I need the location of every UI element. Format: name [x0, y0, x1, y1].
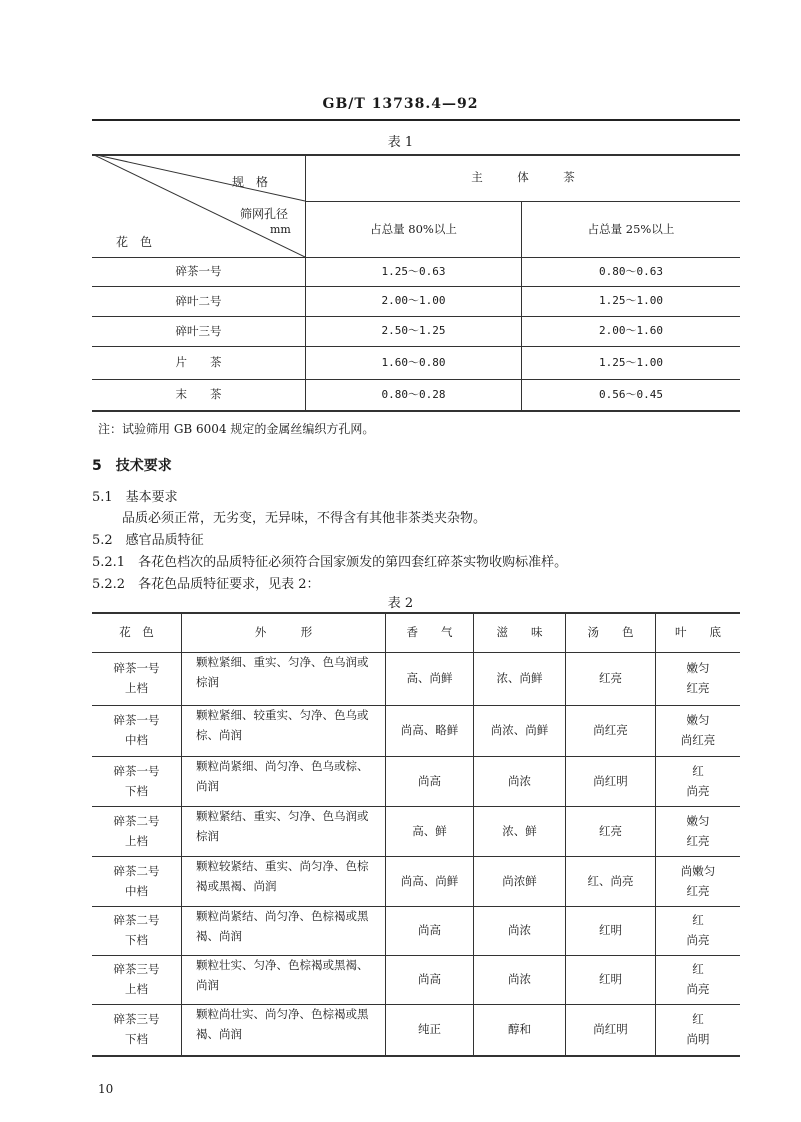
t2-row-leaf	[656, 706, 740, 756]
t2-row-taste: 尚浓	[508, 972, 531, 987]
variety-name: 碎茶一号	[113, 763, 160, 778]
leaf-line2: 尚亮	[686, 783, 710, 798]
variety-grade: 下档	[125, 1032, 148, 1046]
t2-row-variety	[92, 653, 181, 705]
leaf-line2: 红亮	[686, 833, 710, 848]
t2-row-leaf	[656, 857, 740, 906]
variety-name: 碎茶一号	[113, 661, 160, 676]
leaf-line1: 嫩匀	[686, 661, 710, 676]
t2-row-leaf	[656, 757, 740, 806]
leaf-line2: 尚亮	[686, 982, 710, 996]
variety-grade: 下档	[125, 933, 148, 947]
shape-line2: 棕润	[196, 828, 219, 843]
t2-header-aroma: 香 气	[406, 624, 453, 639]
section-5-2-2: 5.2.2 各花色品质特征要求，见表 2：	[92, 577, 320, 592]
variety-name: 碎茶二号	[113, 913, 160, 928]
corner-mesh-label: 筛网孔径	[240, 207, 289, 221]
variety-grade: 上档	[125, 982, 148, 996]
variety-grade: 中档	[125, 733, 148, 747]
header-rule	[92, 119, 740, 121]
t2-row-aroma: 尚高	[418, 923, 441, 938]
t2-row-liquor: 红明	[599, 923, 622, 938]
t1-row-name: 片 茶	[175, 355, 222, 370]
leaf-line1: 嫩匀	[686, 713, 710, 728]
shape-line2: 尚润	[196, 778, 219, 793]
t2-row-variety	[92, 807, 181, 856]
section-5-1-heading: 5.1 基本要求	[92, 490, 178, 505]
section-5-title: 5 技术要求	[92, 458, 172, 474]
t2-row-variety	[92, 956, 181, 1004]
shape-line1: 颗粒紧细、较重实、匀净、色乌或	[196, 708, 369, 722]
standard-number-header: GB/T 13738.4—92	[322, 96, 479, 112]
t2-row-taste: 尚浓	[508, 773, 531, 788]
t2-row-liquor: 红亮	[599, 671, 622, 686]
leaf-line2: 尚红亮	[680, 733, 716, 747]
t2-row-variety	[92, 706, 181, 756]
t2-row-taste: 尚浓鲜	[502, 873, 537, 888]
t2-row-aroma: 高、尚鲜	[406, 671, 453, 686]
variety-name: 碎茶三号	[113, 1012, 160, 1027]
t1-row-val80: 0.80～0.28	[381, 387, 446, 401]
table1-caption: 表 1	[387, 135, 414, 150]
t2-row-liquor: 红亮	[599, 823, 622, 838]
section-5-1-body: 品质必须正常，无劣变，无异味，不得含有其他非茶类夹杂物。	[122, 511, 487, 526]
t2-row-aroma: 尚高、尚鲜	[400, 873, 459, 888]
shape-line1: 颗粒尚紧结、尚匀净、色棕褐或黑	[196, 909, 369, 923]
t2-row-leaf	[656, 907, 740, 955]
main-tea-header: 主 体 茶	[471, 170, 575, 185]
variety-name: 碎茶三号	[113, 962, 160, 977]
table1-bottom-rule	[92, 410, 740, 412]
t2-row-variety	[92, 1005, 181, 1055]
t1-row-val25: 1.25～1.00	[599, 294, 663, 308]
t2-row-aroma: 尚高	[418, 773, 441, 788]
t1-row-val80: 1.25～0.63	[381, 264, 446, 278]
section-5-2-1: 5.2.1 各花色档次的品质特征必须符合国家颁发的第四套红碎茶实物收购标准样。	[92, 555, 568, 570]
leaf-line1: 红	[692, 913, 704, 928]
t2-row-aroma: 尚高	[418, 972, 441, 987]
shape-line2: 尚润	[196, 977, 219, 992]
t2-row-shape	[196, 807, 382, 856]
variety-grade: 下档	[125, 783, 148, 798]
t1-row-name: 碎叶三号	[175, 323, 222, 338]
t2-row-variety	[92, 857, 181, 906]
t2-header-shape: 外 形	[254, 624, 313, 639]
t2-row-shape	[196, 907, 382, 955]
t2-row-leaf	[656, 807, 740, 856]
t2-row-aroma: 纯正	[418, 1022, 441, 1037]
t2-row-shape	[196, 757, 382, 806]
table1-note: 注：试验筛用 GB 6004 规定的金属丝编织方孔网。	[98, 422, 375, 436]
shape-line1: 颗粒壮实、匀净、色棕褐或黑褐、	[196, 958, 369, 972]
leaf-line1: 尚嫩匀	[680, 863, 716, 878]
leaf-line1: 红	[692, 763, 704, 778]
t2-row-taste: 浓、尚鲜	[496, 671, 543, 686]
variety-name: 碎茶一号	[113, 713, 160, 728]
shape-line2: 褐或黑褐、尚润	[196, 878, 277, 893]
section-5-2-heading: 5.2 感官品质特征	[92, 533, 204, 548]
variety-grade: 上档	[125, 681, 148, 695]
t2-row-aroma: 尚高、略鲜	[400, 723, 459, 738]
t2-header-leaf: 叶 底	[675, 624, 721, 639]
corner-variety-label: 花 色	[116, 235, 153, 249]
t2-row-taste: 尚浓、尚鲜	[490, 723, 549, 738]
t2-header-liquor: 汤 色	[587, 624, 634, 639]
leaf-line2: 红亮	[686, 883, 710, 898]
t2-row-aroma: 高、鲜	[412, 823, 447, 838]
t2-row-shape	[196, 1005, 382, 1055]
t2-row-shape	[196, 857, 382, 906]
t1-row-val80: 2.50～1.25	[381, 324, 446, 338]
t2-row-variety	[92, 907, 181, 955]
t2-row-liquor: 尚红亮	[593, 723, 628, 738]
leaf-line1: 嫩匀	[686, 813, 710, 828]
t1-row-val25: 0.80～0.63	[599, 264, 663, 278]
shape-line1: 颗粒紧结、重实、匀净、色乌润或	[196, 809, 369, 823]
corner-spec-label: 规 格	[232, 175, 269, 189]
page-number: 10	[98, 1082, 114, 1096]
t2-row-liquor: 红、尚亮	[587, 873, 634, 888]
t1-row-val80: 2.00～1.00	[381, 294, 446, 308]
shape-line2: 棕、尚润	[196, 727, 242, 742]
shape-line1: 颗粒较紧结、重实、尚匀净、色棕	[196, 859, 369, 873]
t2-row-shape	[196, 653, 382, 705]
leaf-line2: 尚明	[686, 1032, 710, 1046]
leaf-line2: 红亮	[686, 681, 710, 695]
leaf-line1: 红	[692, 1012, 704, 1027]
shape-line2: 棕润	[196, 674, 219, 689]
col-25-header: 占总量 25%以上	[587, 221, 675, 236]
shape-line2: 褐、尚润	[196, 1026, 242, 1041]
t1-row-name: 碎叶二号	[175, 293, 222, 308]
col-80-header: 占总量 80%以上	[370, 221, 457, 236]
leaf-line2: 尚亮	[686, 933, 710, 947]
t2-header-taste: 滋 味	[496, 624, 543, 639]
t2-row-liquor: 尚红明	[593, 1022, 628, 1037]
t1-row-name: 碎茶一号	[175, 264, 222, 279]
corner-mm-label: mm	[270, 223, 291, 236]
variety-name: 碎茶二号	[113, 863, 160, 878]
t2-header-variety: 花 色	[119, 624, 154, 639]
t2-row-leaf	[656, 956, 740, 1004]
table2-bottom-rule	[92, 1055, 740, 1057]
shape-line1: 颗粒尚紧细、尚匀净、色乌或棕、	[196, 759, 369, 773]
shape-line1: 颗粒尚壮实、尚匀净、色棕褐或黑	[196, 1007, 369, 1021]
t2-row-variety	[92, 757, 181, 806]
t2-row-taste: 尚浓	[508, 923, 531, 938]
t1-row-name: 末 茶	[175, 387, 222, 402]
table2-caption: 表 2	[387, 596, 414, 611]
t2-row-taste: 醇和	[508, 1022, 531, 1037]
shape-line1: 颗粒紧细、重实、匀净、色乌润或	[196, 655, 369, 669]
t1-row-val25: 1.25～1.00	[599, 355, 663, 369]
variety-name: 碎茶二号	[113, 813, 160, 828]
shape-line2: 褐、尚润	[196, 928, 242, 943]
variety-grade: 上档	[125, 833, 148, 848]
t2-row-taste: 浓、鲜	[502, 823, 537, 838]
t2-row-shape	[196, 706, 382, 756]
t1-row-val25: 2.00～1.60	[599, 324, 663, 338]
t2-row-liquor: 红明	[599, 972, 622, 987]
t2-row-liquor: 尚红明	[593, 773, 628, 788]
t2-row-shape	[196, 956, 382, 1004]
leaf-line1: 红	[692, 962, 704, 977]
variety-grade: 中档	[125, 883, 148, 898]
t1-row-val25: 0.56～0.45	[599, 387, 663, 401]
t2-row-leaf	[656, 1005, 740, 1055]
t2-row-leaf	[656, 653, 740, 705]
t1-row-val80: 1.60～0.80	[381, 355, 446, 369]
